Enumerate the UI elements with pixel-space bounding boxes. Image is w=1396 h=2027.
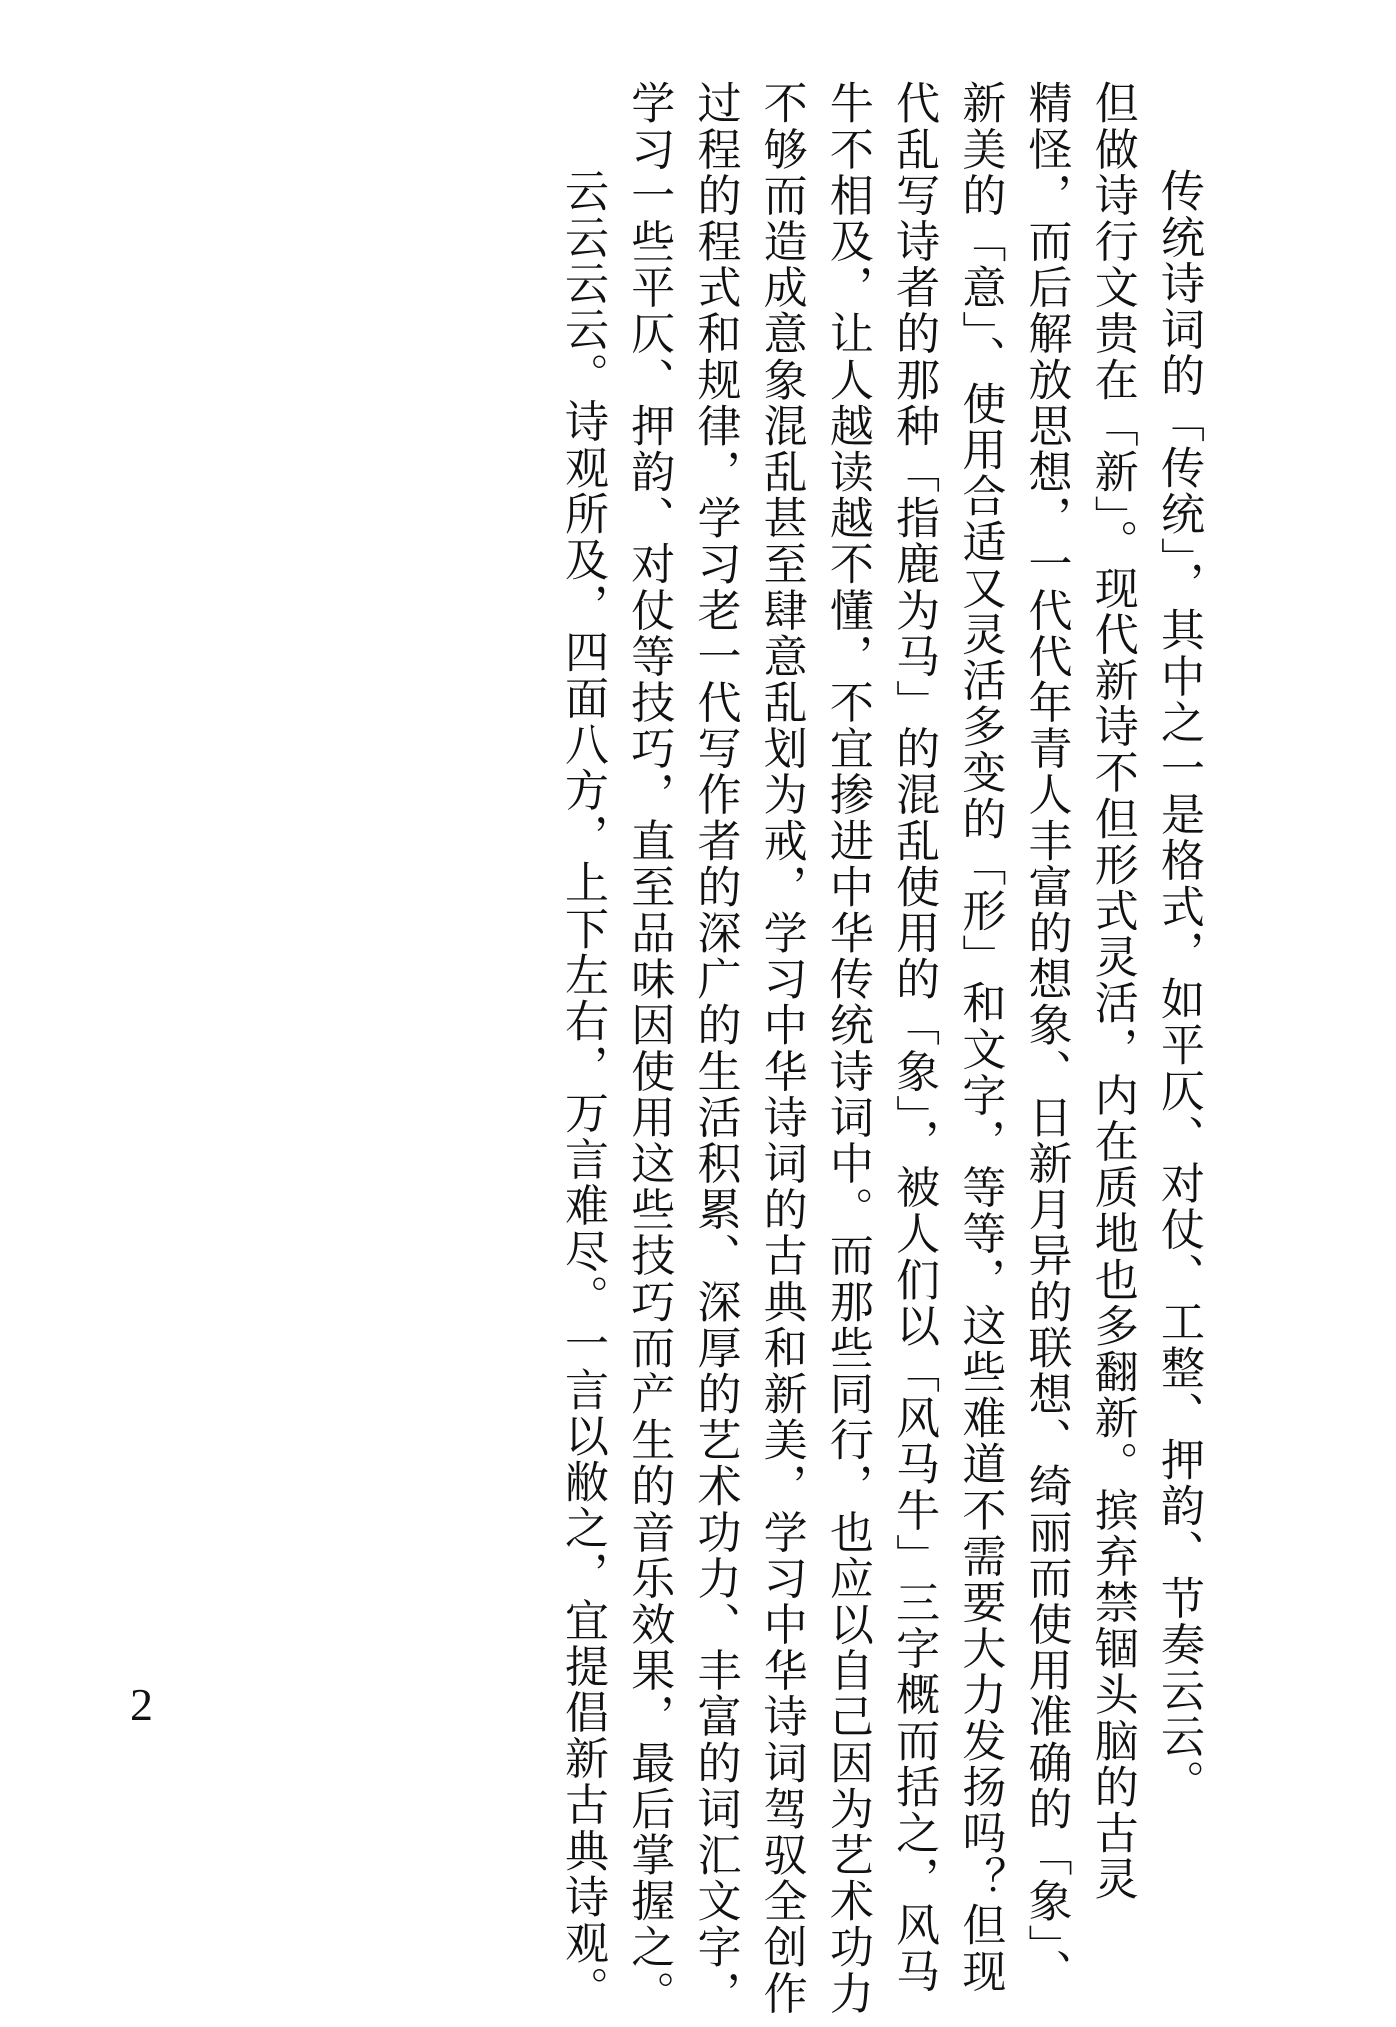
- text-column-9: 学习一些平仄、押韵、对仗等技巧，直至品味因使用这些技巧而产生的音乐效果，最后掌握之。: [623, 80, 675, 2017]
- text-column-6: 牛不相及，让人越读越不懂，不宜掺进中华传统诗词中。而那些同行，也应以自己因为艺术功力: [821, 80, 873, 2017]
- page-number: 2: [130, 1679, 153, 1730]
- text-column-1: 传统诗词的「传统」，其中之一是格式，如平仄、对仗、工整、押韵、节奏云云。: [1152, 168, 1204, 1806]
- text-column-10: 云云云云。诗观所及，四面八方，上下左右，万言难尽。一言以敝之，宜提倡新古典诗观。: [557, 168, 608, 2012]
- vertical-text-block: [557, 80, 1204, 2017]
- text-column-2: 但做诗行文贵在「新」。现代新诗不但形式灵活，内在质地也多翻新。摈弃禁锢头脑的古灵: [1086, 80, 1138, 1902]
- text-column-3: 精怪，而后解放思想，一代代年青人丰富的想象、日新月异的联想、绮丽而使用准确的「象」、: [1020, 80, 1072, 1995]
- text-column-5: 代乱写诗者的那种「指鹿为马」的混乱使用的「象」，被人们以「风马牛」三字概而括之，风马: [888, 80, 940, 1995]
- text-column-7: 不够而造成意象混乱甚至肆意乱划为戒，学习中华诗词的古典和新美，学习中华诗词驾驭全创作: [755, 80, 807, 2017]
- text-column-8: 过程的程式和规律，学习老一代写作者的深广的生活积累、深厚的艺术功力、丰富的词汇文字，: [689, 80, 741, 2017]
- text-column-4: 新美的「意」、使用合适又灵活多变的「形」和文字，等等，这些难道不需要大力发扬吗？但现: [954, 80, 1006, 1995]
